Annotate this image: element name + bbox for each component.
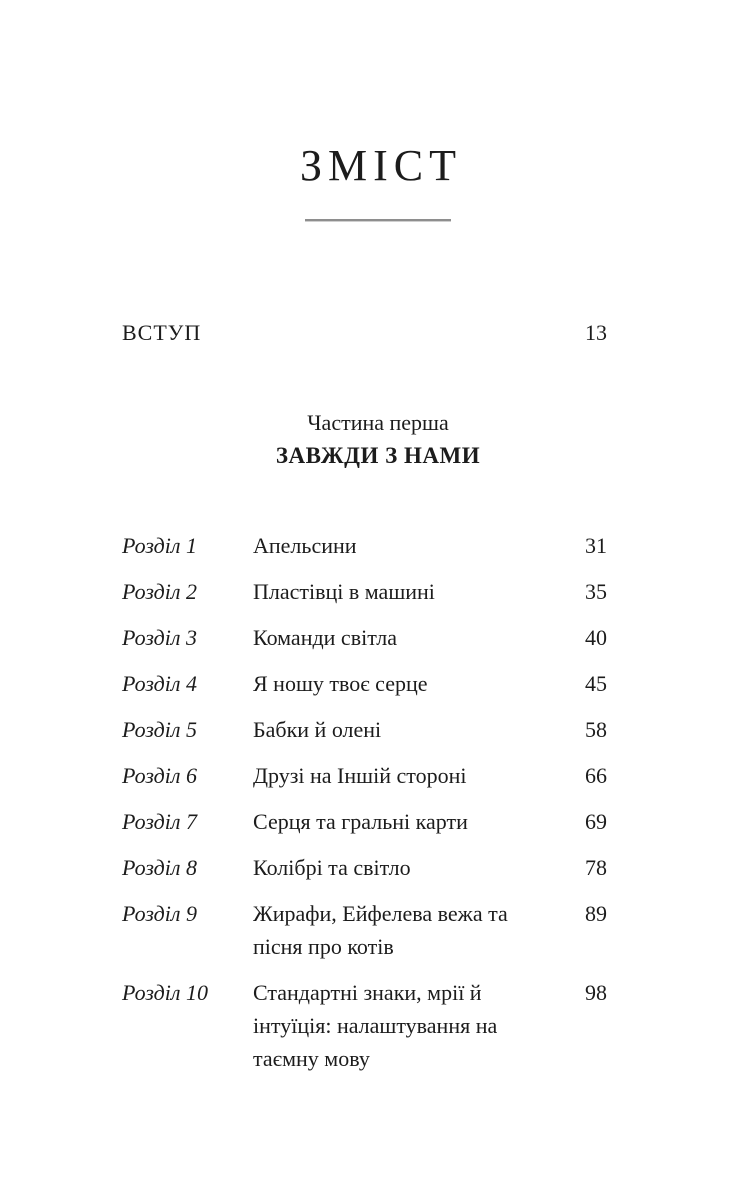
chapter-title: Колібрі та світло (253, 855, 411, 881)
chapter-page-number: 31 (585, 533, 607, 559)
chapter-title: Пластівці в машині (253, 579, 435, 605)
title-underline-rule (305, 219, 451, 222)
chapter-title: Команди світла (253, 625, 398, 651)
chapter-page-number: 69 (585, 809, 607, 835)
chapter-title: Бабки й олені (253, 717, 382, 743)
toc-row (122, 759, 607, 792)
chapter-label: Розділ 6 (122, 763, 197, 789)
chapter-label: Розділ 9 (122, 901, 197, 927)
intro-label: ВСТУП (122, 320, 202, 346)
toc-row (122, 713, 607, 746)
chapter-page-number: 45 (585, 671, 607, 697)
chapter-page-number: 35 (585, 579, 607, 605)
chapter-title: Стандартні знаки, мрії й інтуїція: налаштування на таємну мову (253, 980, 498, 1072)
page-title: ЗМІСТ (299, 141, 463, 190)
toc-row (122, 529, 607, 562)
chapter-label: Розділ 4 (122, 671, 197, 697)
chapter-title: Апельсини (253, 533, 357, 559)
toc-row (122, 575, 607, 608)
chapter-page-number: 89 (585, 901, 607, 927)
chapter-page-number: 78 (585, 855, 607, 881)
chapter-label: Розділ 1 (122, 533, 197, 559)
chapter-page-number: 66 (585, 763, 607, 789)
intro-row (122, 316, 607, 349)
toc-row (122, 621, 607, 654)
chapter-list (122, 529, 607, 1075)
chapter-label: Розділ 8 (122, 855, 197, 881)
chapter-label: Розділ 7 (122, 809, 197, 835)
chapter-label: Розділ 10 (122, 980, 208, 1006)
chapter-page-number: 58 (585, 717, 607, 743)
chapter-label: Розділ 5 (122, 717, 197, 743)
toc-row (122, 805, 607, 838)
part-title: ЗАВЖДИ З НАМИ (275, 443, 481, 469)
chapter-page-number: 98 (585, 980, 607, 1006)
chapter-page-number: 40 (585, 625, 607, 651)
toc-row (122, 976, 607, 1075)
chapter-title: Я ношу твоє серце (253, 671, 428, 697)
toc-row (122, 897, 607, 963)
part-kicker: Частина перша (307, 410, 449, 436)
chapter-label: Розділ 3 (122, 625, 197, 651)
toc-row (122, 851, 607, 884)
chapter-title: Серця та гральні карти (253, 809, 468, 835)
chapter-title: Жирафи, Ейфелева вежа та пісня про котів (253, 901, 508, 960)
intro-page-number: 13 (585, 320, 607, 346)
toc-row (122, 667, 607, 700)
chapter-title: Друзі на Іншій стороні (253, 763, 467, 789)
chapter-label: Розділ 2 (122, 579, 197, 605)
part-heading (0, 406, 756, 472)
